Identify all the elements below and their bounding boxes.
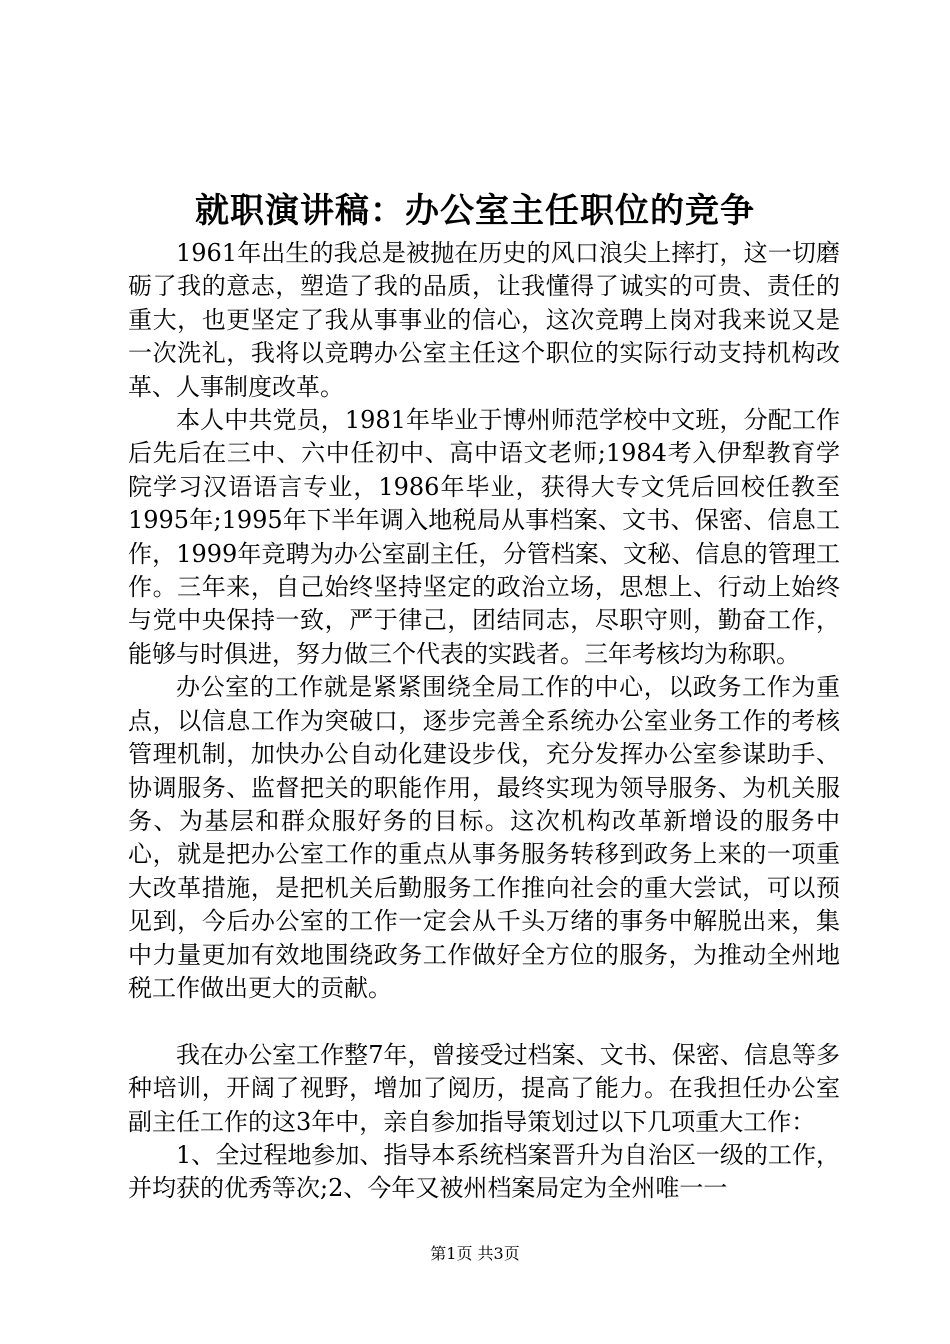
document-title: 就职演讲稿：办公室主任职位的竞争 — [195, 191, 755, 231]
page-footer: 第1页 共3页 — [430, 1244, 520, 1263]
paragraph-1: 1961年出生的我总是被抛在历史的风口浪尖上摔打，这一切磨砺了我的意志，塑造了我的品质，让我懂得了诚实的可贵、责任的重大，也更坚定了我从事事业的信心，这次竞聘上岗对我来说又是一次洗礼，我将以竞聘办公室主任这个职位的实际行动支持机构改革、人事制度改革。 — [128, 239, 840, 401]
paragraph-2: 本人中共党员，1981年毕业于博州师范学校中文班，分配工作后先后在三中、六中任初中、高中语文老师;1984考入伊犁教育学院学习汉语语言专业，1986年毕业，获得大专文凭后回校任教至1995年;1995年下半年调入地税局从事档案、文书、保密、信息工作，1999年竞聘为办公室副主任，分管档案、文秘、信息的管理工作。三年来，自己始终坚持坚定的政治立场，思想上、行动上始终与党中央保持一致，严于律己，团结同志，尽职守则，勤奋工作，能够与时俱进，努力做三个代表的实践者。三年考核均为称职。 — [128, 406, 840, 668]
paragraph-5: 1、全过程地参加、指导本系统档案晋升为自治区一级的工作，并均获的优秀等次;2、今年又被州档案局定为全州唯一一 — [128, 1140, 840, 1203]
paragraph-spacer — [128, 1005, 840, 1038]
paragraph-3: 办公室的工作就是紧紧围绕全局工作的中心，以政务工作为重点，以信息工作为突破口，逐步完善全系统办公室业务工作的考核管理机制，加快办公自动化建设步伐，充分发挥办公室参谋助手、协调服务、监督把关的职能作用，最终实现为领导服务、为机关服务、为基层和群众服好务的目标。这次机构改革新增设的服务中心，就是把办公室工作的重点从事务服务转移到政务上来的一项重大改革措施，是把机关后勤服务工作推向社会的重大尝试，可以预见到，今后办公室的工作一定会从千头万绪的事务中解脱出来，集中力量更加有效地围绕政务工作做好全方位的服务，为推动全州地税工作做出更大的贡献。 — [128, 673, 840, 1002]
document-body — [128, 237, 840, 1206]
paragraph-4: 我在办公室工作整7年，曾接受过档案、文书、保密、信息等多种培训，开阔了视野，增加了阅历，提高了能力。在我担任办公室副主任工作的这3年中，亲自参加指导策划过以下几项重大工作： — [128, 1040, 840, 1136]
